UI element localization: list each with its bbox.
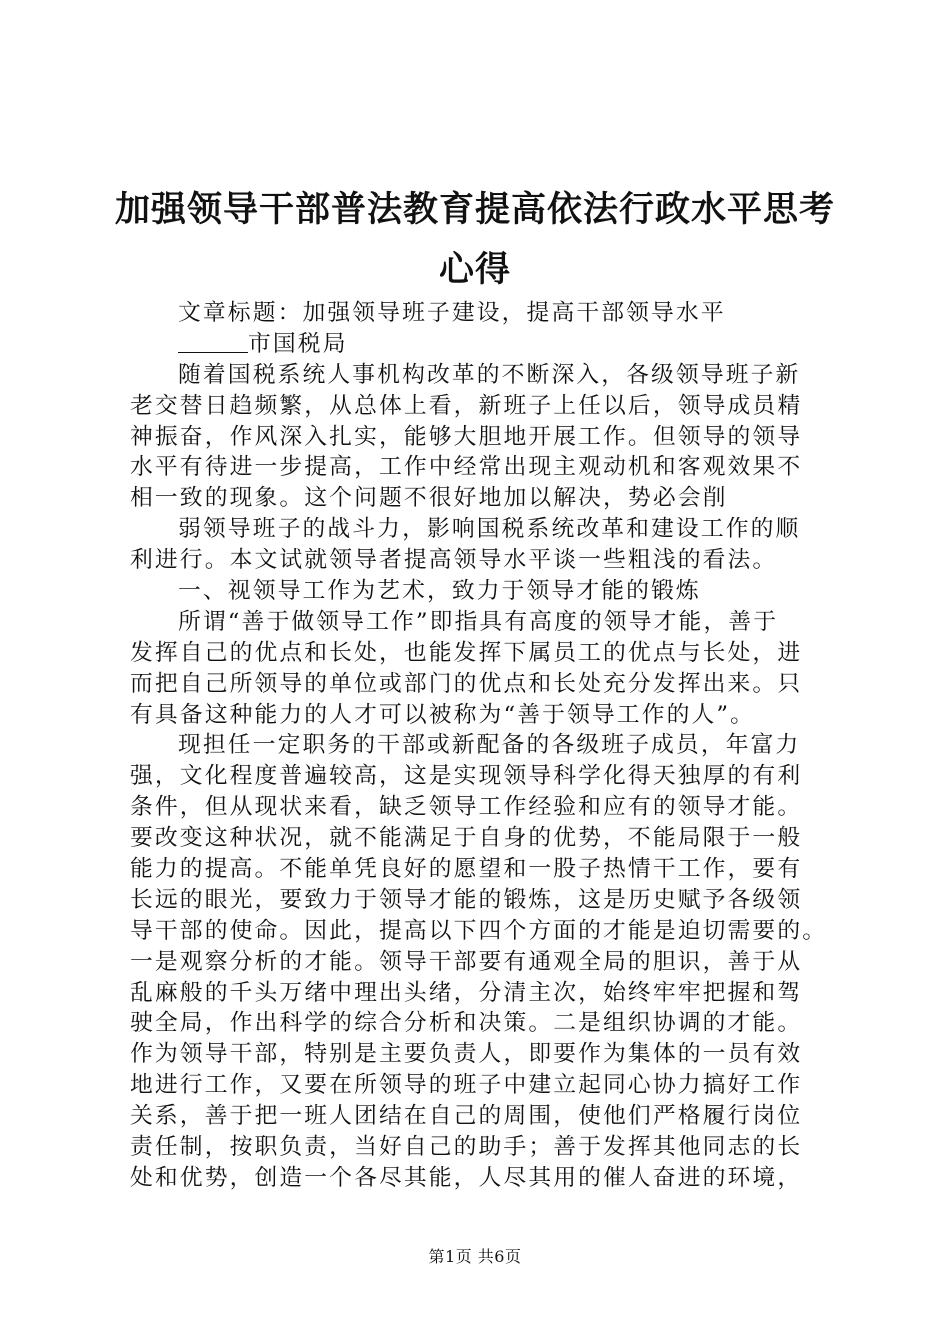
body-line-text: 神振奋，作风深入扎实，能够大胆地开展工作。但领导的领导 xyxy=(130,423,803,450)
body-line-text: 而把自己所领导的单位或部门的优点和长处充分发挥出来。只 xyxy=(130,670,803,697)
body-line-text: 乱麻般的千头万绪中理出头绪，分清主次，始终牢牢把握和驾 xyxy=(130,979,803,1006)
body-line-text: 导干部的使命。因此，提高以下四个方面的才能是迫切需要的。 xyxy=(130,917,828,944)
body-line xyxy=(130,545,830,576)
body-line-text: 责任制，按职负责，当好自己的助手；善于发挥其他同志的长 xyxy=(130,1134,803,1161)
body-line xyxy=(130,761,830,792)
body-line xyxy=(130,1008,830,1039)
body-line-text: 条件，但从现状来看，缺乏领导工作经验和应有的领导才能。 xyxy=(130,794,803,821)
body-line-text: 一是观察分析的才能。领导干部要有通观全局的胆识，善于从 xyxy=(130,948,803,975)
body-line xyxy=(130,514,830,545)
body-line xyxy=(130,452,830,483)
body-line xyxy=(130,483,830,514)
body-line-text: 发挥自己的优点和长处，也能发挥下属员工的优点与长处，进 xyxy=(130,639,803,666)
body-line-text: 关系，善于把一班人团结在自己的周围，使他们严格履行岗位 xyxy=(130,1103,803,1130)
body-line xyxy=(130,422,830,453)
body-line xyxy=(130,329,830,360)
body-line xyxy=(130,360,830,391)
body-line-text: 一、视领导工作为艺术，致力于领导才能的锻炼 xyxy=(178,578,701,605)
body-line-text: 驶全局，作出科学的综合分析和决策。二是组织协调的才能。 xyxy=(130,1010,803,1037)
body-line-text: 文章标题：加强领导班子建设，提高干部领导水平 xyxy=(178,300,726,326)
body-line xyxy=(130,700,830,731)
page-footer: 第1页 共6页 xyxy=(428,1247,522,1266)
body-line-text: 水平有待进一步提高，工作中经常出现主观动机和客观效果不 xyxy=(130,454,803,481)
body-line-text: 作为领导干部，特别是主要负责人，即要作为集体的一员有效 xyxy=(130,1041,803,1068)
body-line xyxy=(130,885,830,916)
body-line-text: 能力的提高。不能单凭良好的愿望和一股子热情干工作，要有 xyxy=(130,856,803,883)
body-line xyxy=(130,792,830,823)
body-line xyxy=(130,854,830,885)
document-title-line1: 加强领导干部普法教育提高依法行政水平思考 xyxy=(114,189,835,230)
body-line-text: 要改变这种状况，就不能满足于自身的优势，不能局限于一般 xyxy=(130,825,803,852)
body-line-text: 强，文化程度普遍较高，这是实现领导科学化得天独厚的有利 xyxy=(130,763,803,790)
body-line-text: 随着国税系统人事机构改革的不断深入，各级领导班子新 xyxy=(178,361,801,388)
body-line-text: 处和优势，创造一个各尽其能，人尽其用的催人奋进的环境， xyxy=(130,1164,803,1191)
body-line xyxy=(130,1070,830,1101)
body-line xyxy=(130,576,830,607)
body-line xyxy=(130,638,830,669)
body-line xyxy=(130,730,830,761)
body-line xyxy=(130,978,830,1009)
body-line xyxy=(130,1039,830,1070)
body-line xyxy=(130,947,830,978)
document-title-line2: 心得 xyxy=(438,249,511,290)
body-line-text: 弱领导班子的战斗力，影响国税系统改革和建设工作的顺 xyxy=(178,516,801,543)
body-line-text: 有具备这种能力的人才可以被称为“善于领导工作的人”。 xyxy=(130,701,756,728)
body-line-text: 现担任一定职务的干部或新配备的各级班子成员，年富力 xyxy=(178,732,801,759)
body-line xyxy=(130,823,830,854)
body-line xyxy=(130,916,830,947)
body-line-text: 老交替日趋频繁，从总体上看，新班子上任以后，领导成员精 xyxy=(130,392,803,419)
body-line-text: 相一致的现象。这个问题不很好地加以解决，势必会削 xyxy=(130,485,728,512)
body-line xyxy=(130,1163,830,1194)
body-line xyxy=(130,607,830,638)
body-line-text: 地进行工作，又要在所领导的班子中建立起同心协力搞好工作 xyxy=(130,1072,803,1099)
body-line-text: 长远的眼光，要致力于领导才能的锻炼，这是历史赋予各级领 xyxy=(130,886,803,913)
body-line xyxy=(130,298,830,329)
body-line-text: 市国税局 xyxy=(248,330,348,357)
fill-in-blank xyxy=(178,330,248,353)
body-line xyxy=(130,1132,830,1163)
document-body xyxy=(130,298,830,1194)
body-line-text: 所谓“善于做领导工作”即指具有高度的领导才能，善于 xyxy=(178,608,779,635)
body-line xyxy=(130,669,830,700)
body-line xyxy=(130,391,830,422)
body-line xyxy=(130,1101,830,1132)
body-line-text: 利进行。本文试就领导者提高领导水平谈一些粗浅的看法。 xyxy=(130,547,778,574)
